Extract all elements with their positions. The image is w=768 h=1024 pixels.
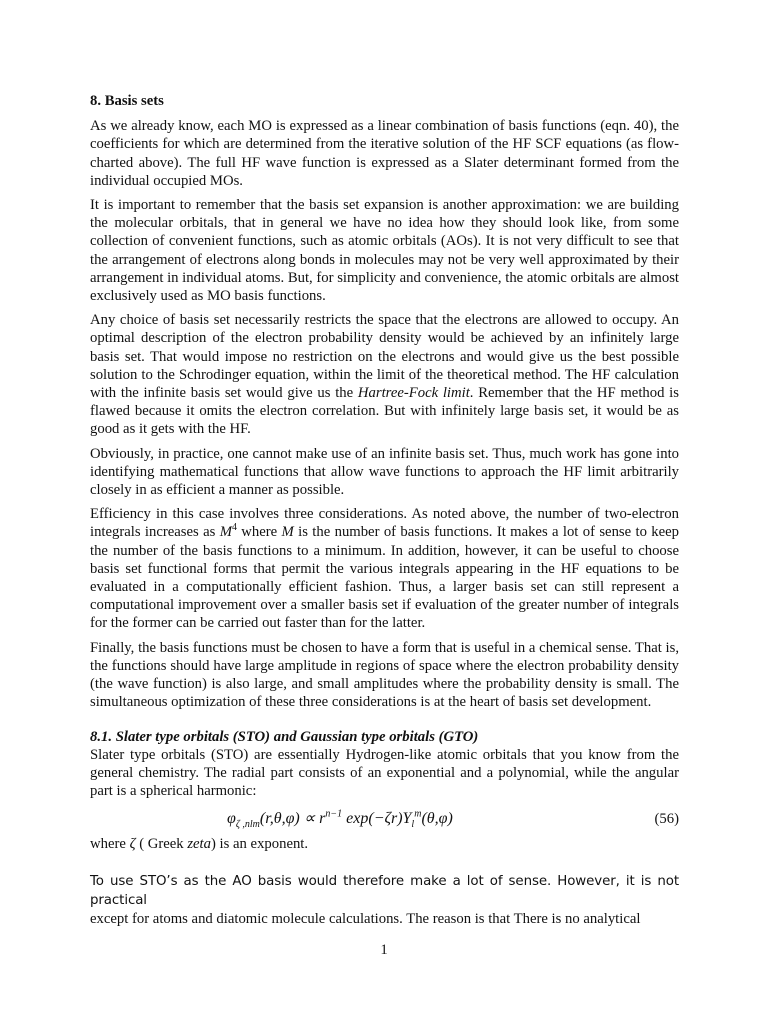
variable-m-2: M (281, 524, 294, 541)
where-text-a: where (90, 836, 130, 853)
paragraph-5-text-a: Efficiency in this case involves three considerations. As noted above, the number of two-electron integrals increases as (90, 506, 679, 541)
paragraph-8-line-1: To use STO’s as the AO basis would therefore make a lot of sense. However, it is not practical (90, 873, 679, 908)
paragraph-3 (90, 311, 679, 438)
paragraph-1: As we already know, each MO is expressed as a linear combination of basis functions (eqn. 40), the coefficients for which are determined from the iterative solution of the HF SCF equations (as flow-charted above). The full HF wave function is expressed as a Slater determinant formed from the individual occupied MOs. (90, 118, 679, 189)
paragraph-5-text-c: is the number of basis functions. It makes a lot of sense to keep the number of the basis functions to a minimum. In addition, however, it can be useful to choose basis set functional forms that permit the various integrals appearing in the HF equations to be evaluated in a computationally efficient fashion. Thus, a larger basis set can still represent a computational improvement over a smaller basis set if evaluation of the greater number of integrals for the former can be carried out faster than for the latter. (90, 524, 680, 632)
paragraph-3-text-b: . Remember that the HF method is flawed because it omits the electron correlation. But with infinitely large basis set, it would be as good as it gets with the HF. (90, 385, 679, 438)
y-superscript: m (414, 808, 422, 820)
document-body (90, 92, 679, 928)
where-text-b: ( Greek (135, 836, 188, 853)
paragraph-6: Finally, the basis functions must be chosen to have a form that is useful in a chemical sense. That is, the functions should have large amplitude in regions of space where the electron probability density (the wave function) is also large, and small amplitudes where the probability density is small. The simultaneous optimization of these three considerations is at the heart of basis set development. (90, 639, 679, 711)
paragraph-8 (90, 872, 679, 929)
formula-args: (r,θ,φ) ∝ r (259, 810, 326, 828)
variable-m: M (219, 524, 232, 541)
equation-number: (56) (654, 811, 679, 828)
paragraph-5-text-b: where (236, 524, 282, 541)
r-exponent: n−1 (325, 808, 343, 820)
zeta-word: zeta (187, 836, 211, 853)
formula-exp: exp(−ζr)Y (342, 810, 412, 828)
where-text-c: ) is an exponent. (210, 836, 309, 853)
paragraph-4: Obviously, in practice, one cannot make use of an infinite basis set. Thus, much work has gone into identifying mathematical functions that allow wave functions to approach the HF limit arbitrarily closely in as efficient a manner as possible. (90, 445, 679, 499)
zeta-symbol: ζ (129, 836, 136, 853)
paragraph-2: It is important to remember that the basis set expansion is another approximation: we are building the molecular orbitals, that in general we have no idea how they should look like, from some collection of convenient functions, such as atomic orbitals (AOs). It is not very difficult to see that the arrangement of electrons along bonds in molecules may not be very well approximated by their arrangement in individual atoms. But, for simplicity and convenience, the atomic orbitals are almost exclusively used as MO basis functions. (90, 197, 679, 305)
paragraph-7: Slater type orbitals (STO) are essentially Hydrogen-like atomic orbitals that you know from the general chemistry. The radial part consists of an exponential and a polynomial, while the angular part is a spherical harmonic: (90, 746, 679, 800)
equation-56 (90, 806, 679, 832)
formula-angular-args: (θ,φ) (421, 810, 453, 828)
phi-symbol: φ (227, 810, 236, 828)
exponent-4: 4 (231, 522, 237, 534)
subsection-title: 8.1. Slater type orbitals (STO) and Gaussian type orbitals (GTO) (90, 728, 479, 745)
section-heading: 8. Basis sets (90, 93, 164, 109)
y-subscript: l (411, 819, 415, 831)
spacer (90, 860, 679, 872)
where-line (90, 835, 679, 853)
page-number: 1 (380, 942, 388, 958)
paragraph-3-text-a: Any choice of basis set necessarily restricts the space that the electrons are allowed to occupy. An optimal description of the electron probability density would be achieved by an infinitely large basis set. That would impose no restriction on the electrons and would give us the best possible solution to the Schrodinger equation, within the limit of the theoretical method. The HF calculation with the infinite basis set would give us the (90, 312, 679, 402)
phi-subscript: ζ ,nlm (235, 819, 260, 831)
paragraph-5 (90, 505, 679, 632)
paragraph-8-line-2: except for atoms and diatomic molecule calculations. The reason is that There is no analytical (90, 910, 641, 927)
hartree-fock-limit-term: Hartree-Fock limit (357, 385, 470, 402)
sto-formula (227, 806, 453, 832)
